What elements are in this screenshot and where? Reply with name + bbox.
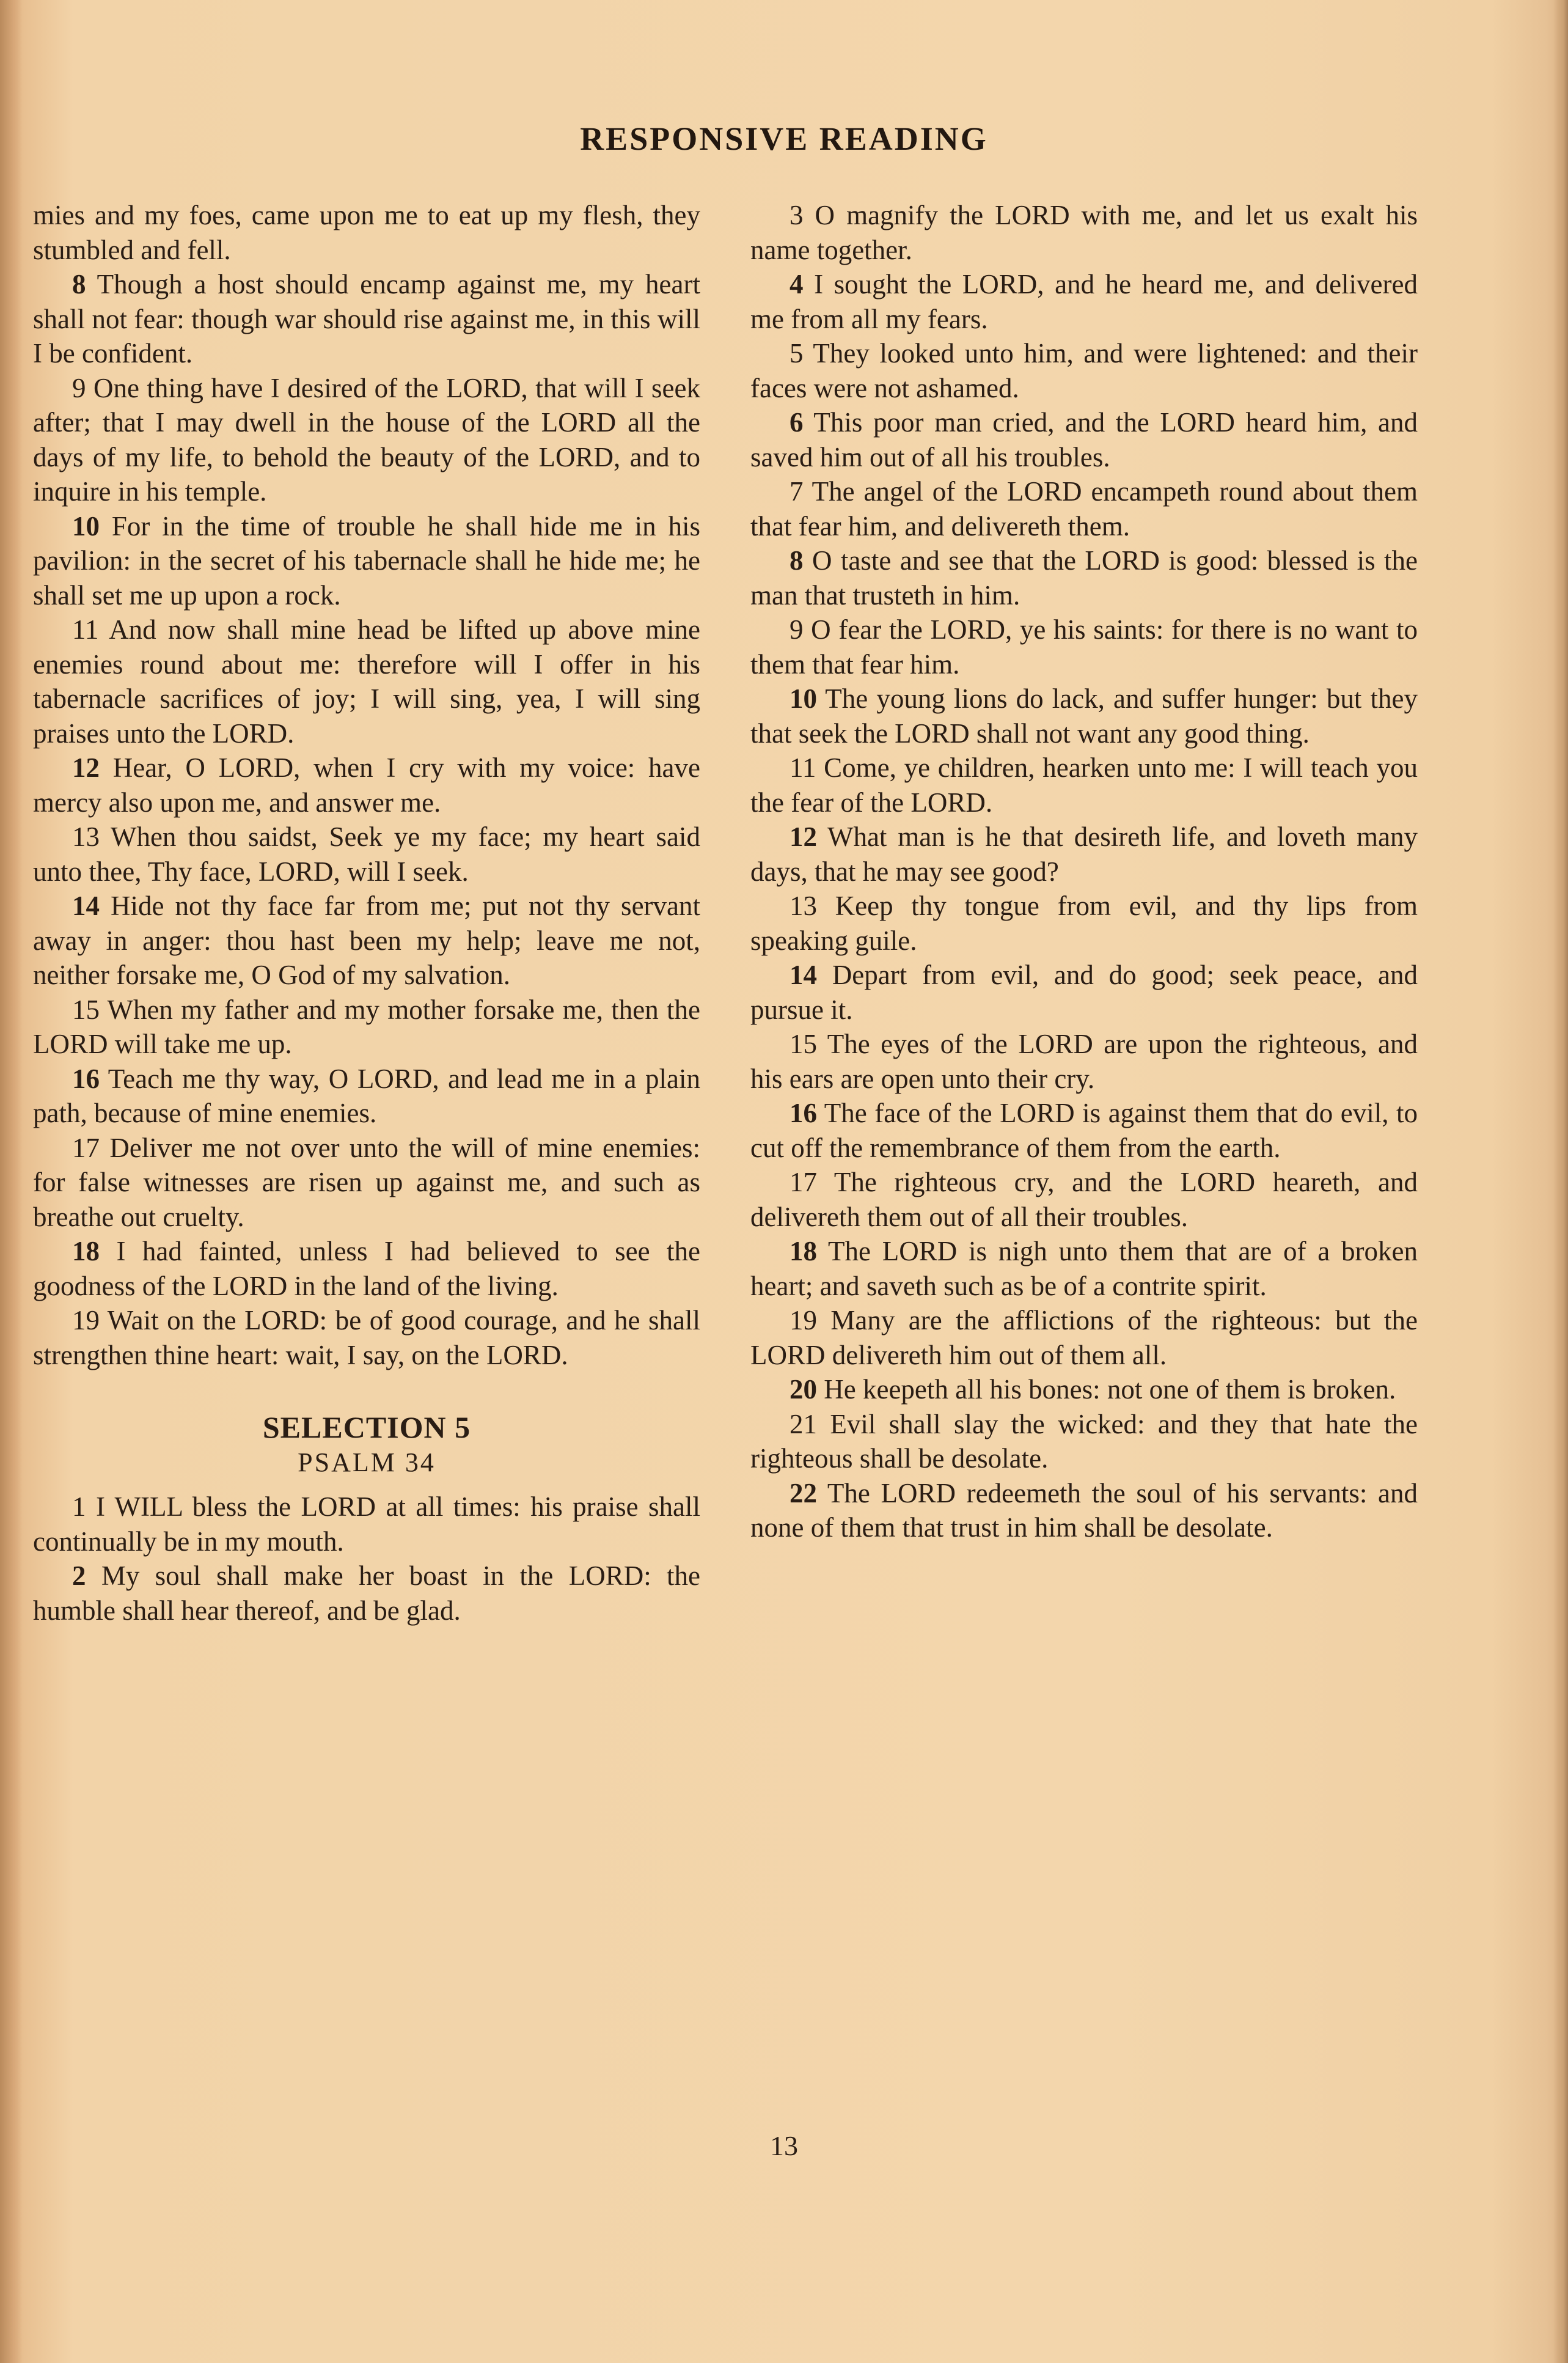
verse — [33, 1559, 700, 1628]
verse-text: Hear, O LORD, when I cry with my voice: have mercy also upon me, and answer me. — [33, 752, 700, 818]
verse-number: 15 — [789, 1029, 817, 1059]
page-left-edge-shadow — [0, 0, 22, 2363]
verse — [750, 198, 1418, 267]
verse-number: 5 — [789, 338, 804, 369]
verse — [750, 474, 1418, 543]
verse-number: 7 — [789, 476, 804, 507]
verse-number: 9 — [789, 614, 804, 645]
verse — [33, 371, 700, 509]
verse-number: 3 — [789, 200, 804, 230]
verse-text: Hide not thy face far from me; put not thy servant away in anger: thou hast been my help; leave me not, neither forsake me, O God of my salvation. — [33, 891, 701, 990]
verse-text: The eyes of the LORD are upon the righteous, and his ears are open unto their cry. — [750, 1029, 1418, 1094]
verse-text: Keep thy tongue from evil, and thy lips from speaking guile. — [750, 891, 1418, 956]
verse-number: 11 — [789, 752, 816, 783]
verse — [33, 1062, 700, 1131]
verse-number: 14 — [789, 960, 817, 990]
verse-text: One thing have I desired of the LORD, that will I seek after; that I may dwell in the house of the LORD all the days of my life, to behold the beauty of the LORD, and to inquire in his temple. — [33, 372, 700, 507]
verse — [33, 267, 700, 371]
verse-text: For in the time of trouble he shall hide me in his pavilion: in the secret of his tabernacle shall he hide me; he shall set me up upon a rock. — [33, 510, 701, 611]
verse-number: 21 — [789, 1408, 817, 1439]
verse-text: O magnify the LORD with me, and let us exalt his name together. — [750, 200, 1418, 265]
verse-text: Depart from evil, and do good; seek peace, and pursue it. — [750, 960, 1418, 1025]
verse — [750, 1407, 1418, 1476]
verse — [750, 889, 1418, 958]
verse-text: What man is he that desireth life, and loveth many days, that he may see good? — [750, 821, 1418, 887]
verse-number: 20 — [789, 1374, 817, 1405]
verse-number: 4 — [789, 269, 804, 300]
page-number: 13 — [770, 2130, 798, 2161]
verse-text: And now shall mine head be lifted up above mine enemies round about me: therefore will I offer in his tabernacle sacrifices of joy; I will sing, yea, I will sing praises unto the LORD. — [33, 614, 700, 749]
right-column — [750, 198, 1418, 1545]
selection-title: SELECTION 5 — [262, 1410, 471, 1444]
verse-text: Come, ye children, hearken unto me: I will teach you the fear of the LORD. — [750, 752, 1418, 818]
verse — [750, 1027, 1418, 1096]
verse — [750, 1372, 1418, 1407]
verse-number: 18 — [789, 1236, 817, 1266]
verse-number: 16 — [789, 1098, 817, 1128]
verse — [33, 1131, 700, 1235]
verse-text: Teach me thy way, O LORD, and lead me in a plain path, because of mine enemies. — [33, 1063, 701, 1128]
verse-number: 16 — [72, 1063, 100, 1094]
verse — [33, 612, 700, 751]
verse-text: Wait on the LORD: be of good courage, and he shall strengthen thine heart: wait, I say, on the LORD. — [33, 1305, 701, 1370]
verse-number: 2 — [72, 1560, 86, 1591]
verse — [33, 889, 700, 993]
verse-text: O fear the LORD, ye his saints: for there is no want to them that fear him. — [750, 614, 1418, 680]
verse — [750, 1096, 1418, 1165]
verse-text: This poor man cried, and the LORD heard him, and saved him out of all his troubles. — [750, 407, 1418, 472]
verse-text: The LORD redeemeth the soul of his servants: and none of them that trust in him shall be desolate. — [750, 1477, 1418, 1543]
verse-number: 13 — [72, 821, 100, 852]
verse — [33, 751, 700, 820]
verse — [750, 612, 1418, 682]
verse-text: Evil shall slay the wicked: and they that hate the righteous shall be desolate. — [750, 1408, 1418, 1474]
verse-text: The face of the LORD is against them that do evil, to cut off the remembrance of them from the earth. — [750, 1098, 1418, 1163]
verse-number: 22 — [789, 1477, 817, 1509]
verse-text: The LORD is nigh unto them that are of a broken heart; and saveth such as be of a contrite spirit. — [750, 1236, 1418, 1301]
verse-text: I had fainted, unless I had believed to see the goodness of the LORD in the land of the living. — [33, 1236, 700, 1301]
verse-number: 19 — [72, 1305, 100, 1336]
verse-text: Many are the afflictions of the righteous: but the LORD delivereth him out of them all. — [750, 1305, 1418, 1370]
verse — [33, 1303, 700, 1372]
verse-number: 12 — [789, 821, 817, 852]
verse — [33, 198, 700, 267]
verse-number: 17 — [789, 1167, 817, 1197]
verse — [750, 820, 1418, 889]
verse-text: Though a host should encamp against me, my heart shall not fear: though war should rise against me, in this will I be confident. — [33, 269, 700, 369]
verse-text: I sought the LORD, and he heard me, and delivered me from all my fears. — [750, 269, 1418, 334]
verse — [750, 682, 1418, 751]
verse-number: 8 — [72, 269, 86, 300]
selection-psalm: PSALM 34 — [298, 1447, 436, 1477]
verse-text: He keepeth all his bones: not one of them is broken. — [824, 1374, 1396, 1405]
left-verses-top — [33, 198, 700, 1372]
verse — [750, 958, 1418, 1027]
verse — [33, 820, 700, 889]
verse-text: I WILL bless the LORD at all times: his praise shall continually be in my mouth. — [33, 1491, 701, 1557]
verse — [750, 336, 1418, 405]
verse — [750, 751, 1418, 820]
verse-number: 10 — [72, 510, 100, 542]
left-column — [33, 198, 700, 1628]
verse-text: When my father and my mother forsake me, then the LORD will take me up. — [33, 994, 700, 1059]
verse-text: O taste and see that the LORD is good: blessed is the man that trusteth in him. — [750, 545, 1418, 611]
verse-number: 14 — [72, 891, 100, 921]
verse — [750, 543, 1418, 612]
verse-number: 10 — [789, 683, 817, 714]
verse-text: They looked unto him, and were lightened: and their faces were not ashamed. — [750, 338, 1418, 403]
verse-number: 1 — [72, 1491, 86, 1522]
running-header: RESPONSIVE READING — [580, 120, 988, 157]
verse-number: 8 — [789, 545, 804, 576]
verse-number: 15 — [72, 994, 100, 1025]
verse — [750, 1476, 1418, 1545]
verse-number: 18 — [72, 1236, 100, 1266]
verse-number: 12 — [72, 752, 100, 783]
page-right-edge-shadow — [1553, 0, 1568, 2363]
left-verses-bottom — [33, 1490, 700, 1628]
verse-text: The righteous cry, and the LORD heareth, and delivereth them out of all their troubles. — [750, 1167, 1418, 1232]
verse — [750, 1234, 1418, 1303]
verse — [33, 509, 700, 613]
verse — [33, 1234, 700, 1303]
verse-text: The angel of the LORD encampeth round about them that fear him, and delivereth them. — [750, 476, 1418, 542]
verse-text: The young lions do lack, and suffer hunger: but they that seek the LORD shall not want any good thing. — [750, 683, 1418, 749]
verse-number: 17 — [72, 1132, 100, 1163]
verse-number: 6 — [789, 407, 804, 438]
verse — [750, 1303, 1418, 1372]
verse-text: When thou saidst, Seek ye my face; my heart said unto thee, Thy face, LORD, will I seek. — [33, 821, 701, 887]
verse-number: 11 — [72, 614, 99, 645]
verse — [750, 405, 1418, 474]
verse-text: My soul shall make her boast in the LORD: the humble shall hear thereof, and be glad. — [33, 1560, 700, 1626]
verse — [750, 267, 1418, 336]
verse-number: 9 — [72, 372, 86, 403]
verse-number: 13 — [789, 891, 817, 921]
verse — [750, 1165, 1418, 1234]
verse-text: mies and my foes, came upon me to eat up my flesh, they stumbled and fell. — [33, 200, 700, 265]
verse-number: 19 — [789, 1305, 817, 1336]
verse — [33, 1490, 700, 1559]
verse — [33, 993, 700, 1062]
verse-text: Deliver me not over unto the will of mine enemies: for false witnesses are risen up against me, and such as breathe out cruelty. — [33, 1132, 700, 1232]
